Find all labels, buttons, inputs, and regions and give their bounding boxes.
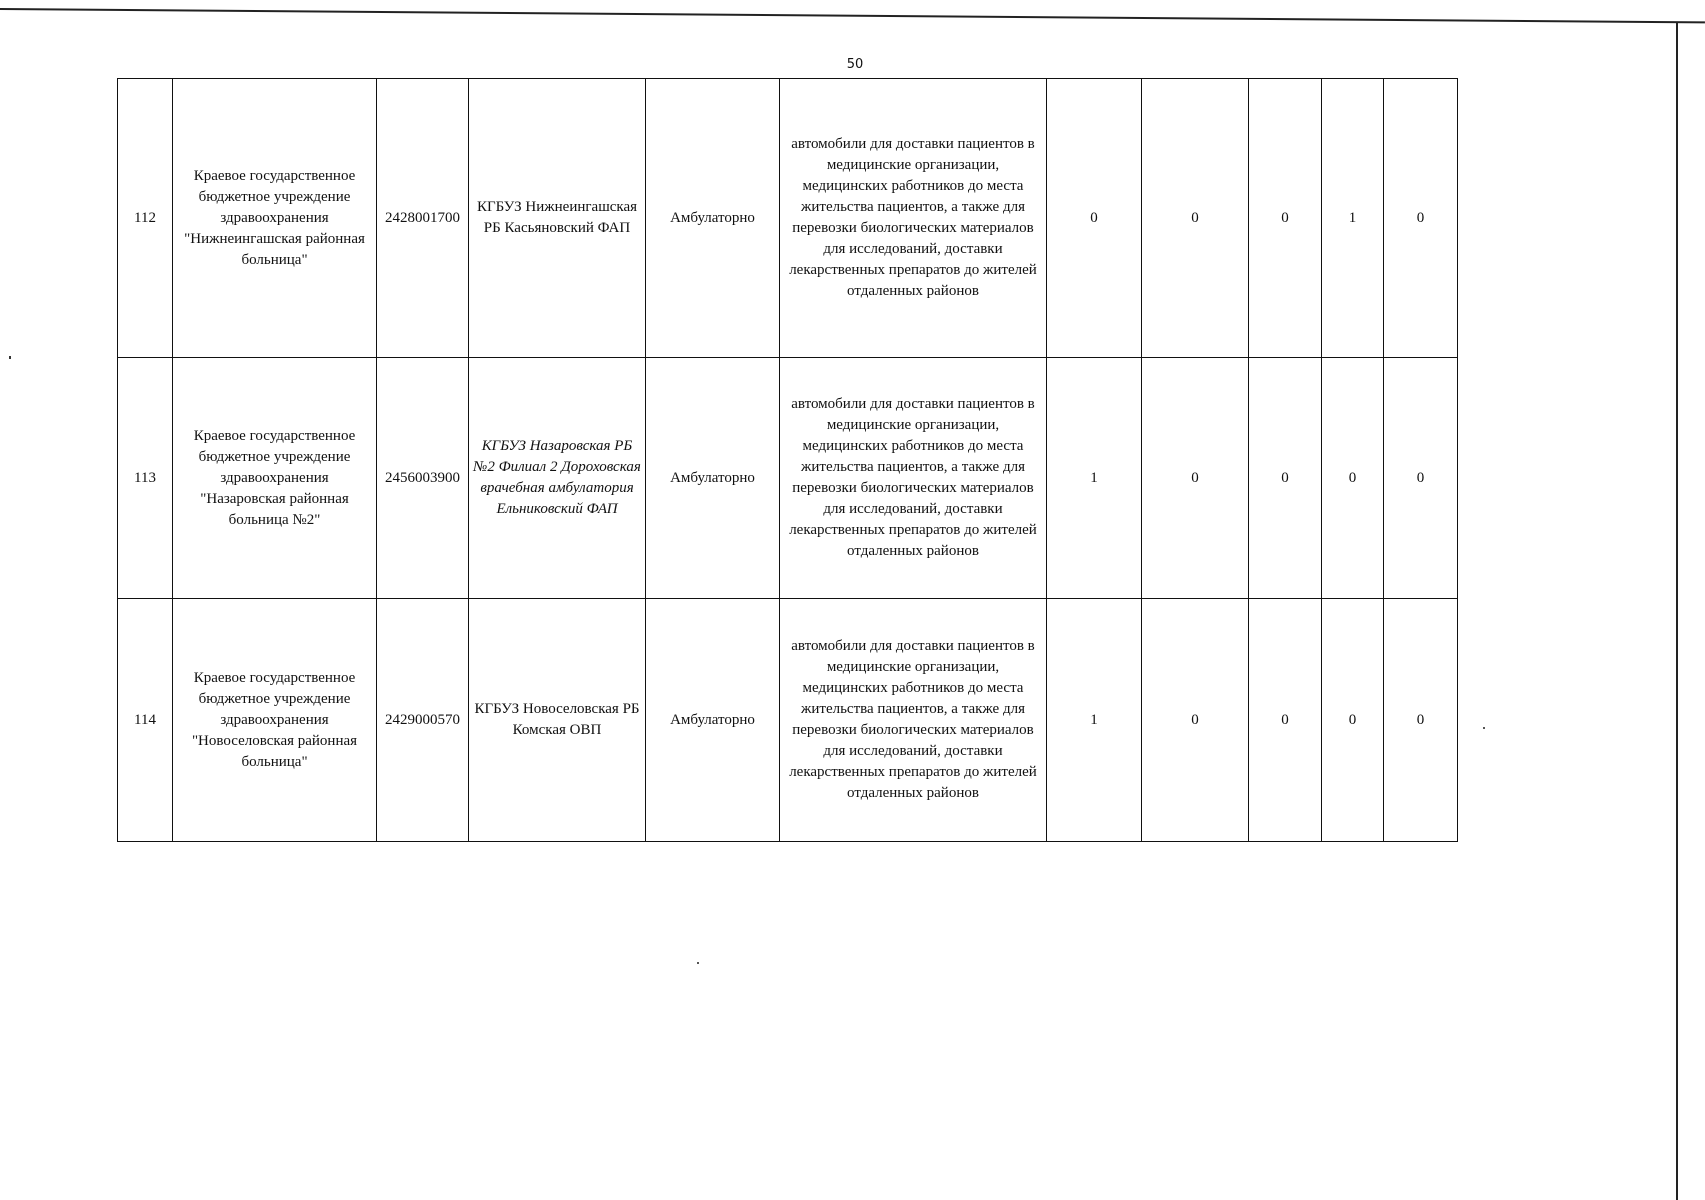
page-number: 50 — [846, 57, 864, 72]
unit-cell: КГБУЗ Назаровская РБ №2 Филиал 2 Дороховская врачебная амбулатория Ельниковский ФАП — [469, 358, 646, 599]
value-cell: 0 — [1384, 599, 1458, 842]
value-cell: 0 — [1047, 79, 1142, 358]
purpose-cell: автомобили для доставки пациентов в медицинские организации, медицинских работников до места жительства пациентов, а также для перевозки биологических материалов для исследований, доставки лекарственных препаратов до жителей отдаленных районов — [780, 599, 1047, 842]
value-cell: 0 — [1384, 79, 1458, 358]
row-index-cell: 114 — [118, 599, 173, 842]
table-row — [118, 79, 1458, 358]
unit-cell: КГБУЗ Новоселовская РБ Комская ОВП — [469, 599, 646, 842]
care-type-cell: Амбулаторно — [646, 599, 780, 842]
scan-artifact — [697, 962, 699, 964]
code-cell: 2429000570 — [377, 599, 469, 842]
value-cell: 1 — [1047, 358, 1142, 599]
table-row — [118, 358, 1458, 599]
table-row — [118, 599, 1458, 842]
care-type-cell: Амбулаторно — [646, 358, 780, 599]
value-cell: 0 — [1322, 358, 1384, 599]
organization-cell: Краевое государственное бюджетное учреждение здравоохранения "Назаровская районная больница №2" — [173, 358, 377, 599]
value-cell: 0 — [1249, 599, 1322, 842]
value-cell: 0 — [1142, 358, 1249, 599]
value-cell: 0 — [1249, 79, 1322, 358]
value-cell: 0 — [1384, 358, 1458, 599]
vehicle-allocation-table — [117, 78, 1458, 842]
scan-artifact — [9, 356, 11, 359]
value-cell: 0 — [1249, 358, 1322, 599]
purpose-cell: автомобили для доставки пациентов в медицинские организации, медицинских работников до места жительства пациентов, а также для перевозки биологических материалов для исследований, доставки лекарственных препаратов до жителей отдаленных районов — [780, 79, 1047, 358]
unit-cell: КГБУЗ Нижнеингашская РБ Касьяновский ФАП — [469, 79, 646, 358]
code-cell: 2456003900 — [377, 358, 469, 599]
scan-edge-right — [1676, 22, 1678, 1200]
value-cell: 0 — [1142, 599, 1249, 842]
value-cell: 0 — [1142, 79, 1249, 358]
value-cell: 1 — [1322, 79, 1384, 358]
value-cell: 0 — [1322, 599, 1384, 842]
organization-cell: Краевое государственное бюджетное учреждение здравоохранения "Нижнеингашская районная больница" — [173, 79, 377, 358]
value-cell: 1 — [1047, 599, 1142, 842]
code-cell: 2428001700 — [377, 79, 469, 358]
row-index-cell: 112 — [118, 79, 173, 358]
organization-cell: Краевое государственное бюджетное учреждение здравоохранения "Новоселовская районная больница" — [173, 599, 377, 842]
purpose-cell: автомобили для доставки пациентов в медицинские организации, медицинских работников до места жительства пациентов, а также для перевозки биологических материалов для исследований, доставки лекарственных препаратов до жителей отдаленных районов — [780, 358, 1047, 599]
care-type-cell: Амбулаторно — [646, 79, 780, 358]
scan-artifact — [1483, 727, 1485, 729]
scan-edge-top — [0, 8, 1705, 23]
row-index-cell: 113 — [118, 358, 173, 599]
